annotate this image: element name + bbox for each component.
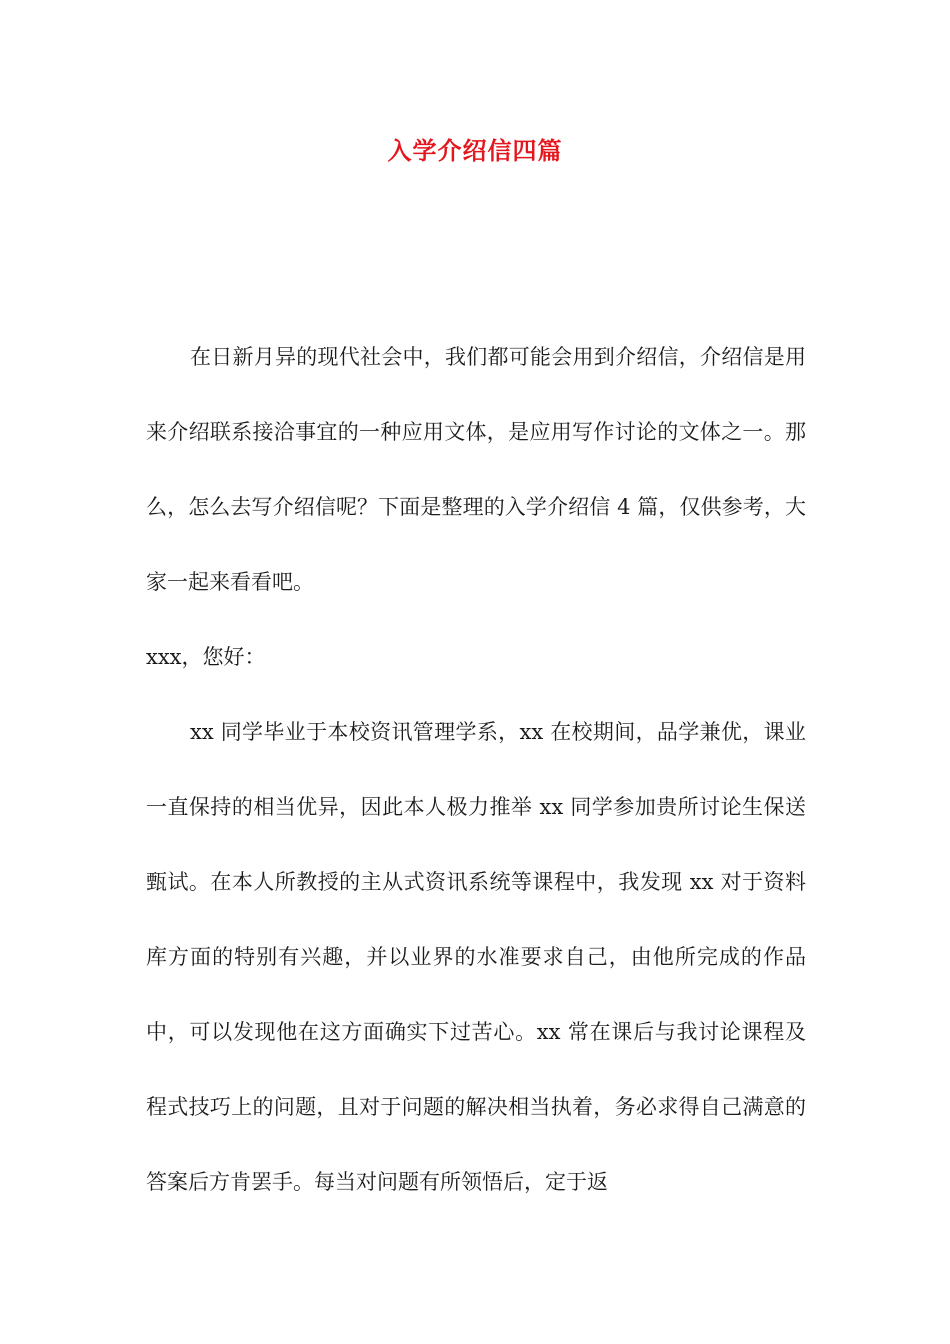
letter-body-paragraph: xx 同学毕业于本校资讯管理学系，xx 在校期间，品学兼优，课业一直保持的相当优异，因此本人极力推举 xx 同学参加贵所讨论生保送甄试。在本人所教授的主从式资讯系统等课程中，我发现 xx 对于资料库方面的特别有兴趣，并以业界的水准要求自己，由他所完成的作品中，可以发现他在这方面确实下过苦心。xx 常在课后与我讨论课程及程式技巧上的问题，且对于问题的解决相当执着，务必求得自己满意的答案后方肯罢手。每当对问题有所领悟后，定于返	[146, 720, 806, 1194]
document-title: 入学介绍信四篇	[387, 137, 563, 165]
salutation: xxx，您好：	[146, 645, 266, 669]
document-body	[146, 320, 806, 1220]
intro-paragraph: 在日新月异的现代社会中，我们都可能会用到介绍信，介绍信是用来介绍联系接洽事宜的一种应用文体，是应用写作讨论的文体之一。那么，怎么去写介绍信呢？下面是整理的入学介绍信 4 篇，仅供参考，大家一起来看看吧。	[146, 345, 806, 594]
